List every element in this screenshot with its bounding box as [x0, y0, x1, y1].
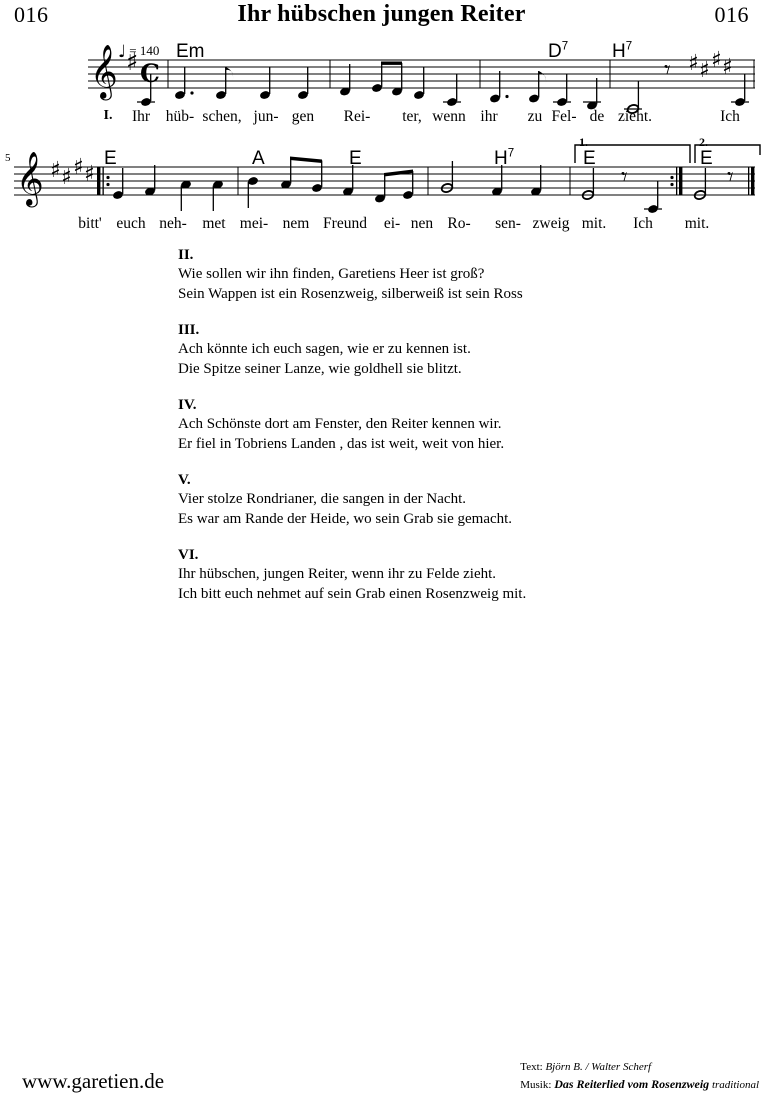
lyric-syllable: ei-: [383, 215, 401, 232]
verse-line: Er fiel in Tobriens Landen , das ist weit, weit von hier.: [178, 435, 505, 452]
verse-3: [178, 321, 618, 379]
volta-label-2: 2.: [699, 135, 708, 149]
credit-music: [520, 1076, 759, 1094]
volta-label-1: 1.: [579, 135, 588, 149]
verse-number: II.: [178, 247, 194, 263]
lyric-syllable: neh-: [159, 215, 187, 232]
note-group-m2: [339, 62, 461, 108]
verse-2: [178, 246, 618, 304]
svg-text:♯: ♯: [722, 55, 733, 80]
lyric-syllable: mei-: [239, 215, 269, 232]
note-group-m6: [247, 157, 414, 209]
chord-sup: 7: [561, 40, 569, 53]
lyrics-line-1: [0, 108, 763, 128]
note-group-m7: [441, 161, 542, 197]
lyric-syllable: Freund: [323, 215, 367, 232]
chord-e-3: [583, 148, 596, 170]
lyric-syllable: hüb-: [165, 108, 195, 125]
verse-number: VI.: [178, 547, 199, 563]
lyric-syllable: gen: [291, 108, 315, 125]
lyric-syllable: schen,: [202, 108, 242, 125]
credit-music-label: Musik:: [520, 1079, 552, 1091]
quarter-note-icon: ♩: [118, 42, 127, 62]
lyric-syllable: bitt': [78, 215, 102, 232]
lyric-syllable: nen: [410, 215, 434, 232]
lyric-syllable: zweig: [532, 215, 570, 232]
lyric-syllable: zu: [527, 108, 543, 125]
note-pickup-2: [731, 74, 749, 107]
svg-text:♯: ♯: [73, 155, 84, 180]
note-group-m3: [489, 71, 601, 111]
credit-music-title: Das Reiterlied vom Rosenzweig: [554, 1077, 710, 1091]
staff-system-2: [0, 135, 763, 235]
chord-root: D: [548, 41, 562, 62]
lyric-syllable: jun-: [253, 108, 279, 125]
chord-e-2: [349, 148, 362, 170]
chord-a: [252, 148, 265, 170]
lyric-syllable: Ro-: [447, 215, 471, 232]
lyric-syllable: ter,: [402, 108, 422, 125]
verse-line: Ich bitt euch nehmet auf sein Grab einen Rosenzweig mit.: [178, 585, 527, 602]
chord-sup: 7: [625, 40, 633, 53]
lyric-syllable: mit.: [581, 215, 607, 232]
verse-line: Ihr hübschen, jungen Reiter, wenn ihr zu Felde zieht.: [178, 566, 497, 582]
chord-sup: 7: [507, 147, 515, 160]
verse-line: Es war am Rande der Heide, wo sein Grab sie gemacht.: [178, 510, 513, 527]
key-signature-sharp: ♯: [126, 47, 139, 76]
chord-h7: [494, 148, 514, 170]
verse-number: V.: [178, 472, 191, 488]
lyric-syllable: I.: [103, 108, 113, 123]
chord-root: E: [104, 148, 117, 169]
lyric-syllable: Fel-: [551, 108, 577, 125]
verse-number: IV.: [178, 397, 197, 413]
page-title: Ihr hübschen jungen Reiter: [237, 1, 526, 27]
chord-root: Em: [176, 41, 205, 62]
staff-system-1: [0, 36, 763, 131]
lyric-syllable: zieht.: [618, 108, 652, 125]
verse-line: Wie sollen wir ihn finden, Garetiens Heer ist groß?: [178, 266, 485, 282]
lyric-syllable: met: [202, 215, 226, 232]
chord-root: E: [349, 148, 362, 169]
svg-text:♯: ♯: [711, 48, 722, 73]
note-group-m1: [174, 67, 309, 100]
quarter-rest: 𝄾: [727, 162, 734, 191]
lyric-syllable: ihr: [480, 108, 498, 125]
lyric-syllable: Ich: [720, 108, 740, 125]
credit-music-tail: traditional: [711, 1079, 759, 1091]
note-group-m4: [624, 55, 671, 114]
lyric-syllable: de: [589, 108, 605, 125]
verse-line: Sein Wappen ist ein Rosenzweig, silberweiß ist sein Ross: [178, 285, 523, 302]
svg-text:♯: ♯: [699, 58, 710, 83]
quarter-rest: 𝄾: [664, 55, 671, 84]
svg-text:♯: ♯: [688, 51, 699, 76]
chord-d7: [548, 41, 568, 63]
tempo-value: = 140: [129, 43, 160, 58]
chord-em: [176, 41, 205, 63]
chord-h7: [612, 41, 632, 63]
lyric-syllable: Ihr: [131, 108, 151, 125]
verse-4: [178, 396, 618, 454]
key-change-4-sharps: [688, 48, 733, 83]
verse-line: Ach Schönste dort am Fenster, den Reiter kennen wir.: [178, 416, 502, 432]
chord-root: A: [252, 148, 265, 169]
key-signature-4-sharps: [50, 155, 95, 190]
treble-clef: 𝄞: [90, 44, 118, 99]
verse-5: [178, 471, 618, 529]
lyric-syllable: wenn: [432, 108, 466, 125]
page-number-left: 016: [14, 2, 49, 27]
lyric-syllable: mit.: [684, 215, 710, 232]
credit-text: [520, 1059, 759, 1076]
quarter-rest: 𝄾: [621, 162, 628, 191]
credits-block: [520, 1059, 759, 1094]
final-barline: [748, 167, 754, 195]
chord-root: E: [700, 148, 713, 169]
verse-line: Ach könnte ich euch sagen, wie er zu kennen ist.: [178, 341, 471, 357]
chord-root: E: [583, 148, 596, 169]
tempo-marking: [118, 40, 159, 60]
lyric-syllable: Rei-: [343, 108, 371, 125]
verse-line: Die Spitze seiner Lanze, wie goldhell sie blitzt.: [178, 360, 462, 377]
chord-root: H: [612, 41, 626, 62]
svg-text:♯: ♯: [50, 158, 61, 183]
lyric-syllable: sen-: [495, 215, 521, 232]
svg-text:♯: ♯: [84, 162, 95, 187]
time-signature-common: C: [140, 59, 160, 88]
svg-text:♯: ♯: [61, 165, 72, 190]
lyrics-line-2: [0, 215, 763, 235]
chord-root: H: [494, 148, 508, 169]
lyric-syllable: euch: [116, 215, 146, 232]
credit-text-value: Björn B. / Walter Scherf: [545, 1061, 652, 1073]
verse-6: [178, 546, 618, 604]
lyric-syllable: nem: [282, 215, 310, 232]
verses-block: [178, 246, 618, 604]
website-url: www.garetien.de: [22, 1069, 165, 1093]
treble-clef: 𝄞: [16, 151, 44, 206]
credit-text-label: Text:: [520, 1061, 543, 1073]
lyric-syllable: Ich: [633, 215, 653, 232]
page-number-right: 016: [714, 2, 749, 27]
chord-e-4: [700, 148, 713, 170]
chord-e-1: [104, 148, 117, 170]
verse-line: Vier stolze Rondrianer, die sangen in der Nacht.: [178, 491, 466, 507]
measure-number: 5: [5, 152, 11, 164]
verse-number: III.: [178, 322, 200, 338]
